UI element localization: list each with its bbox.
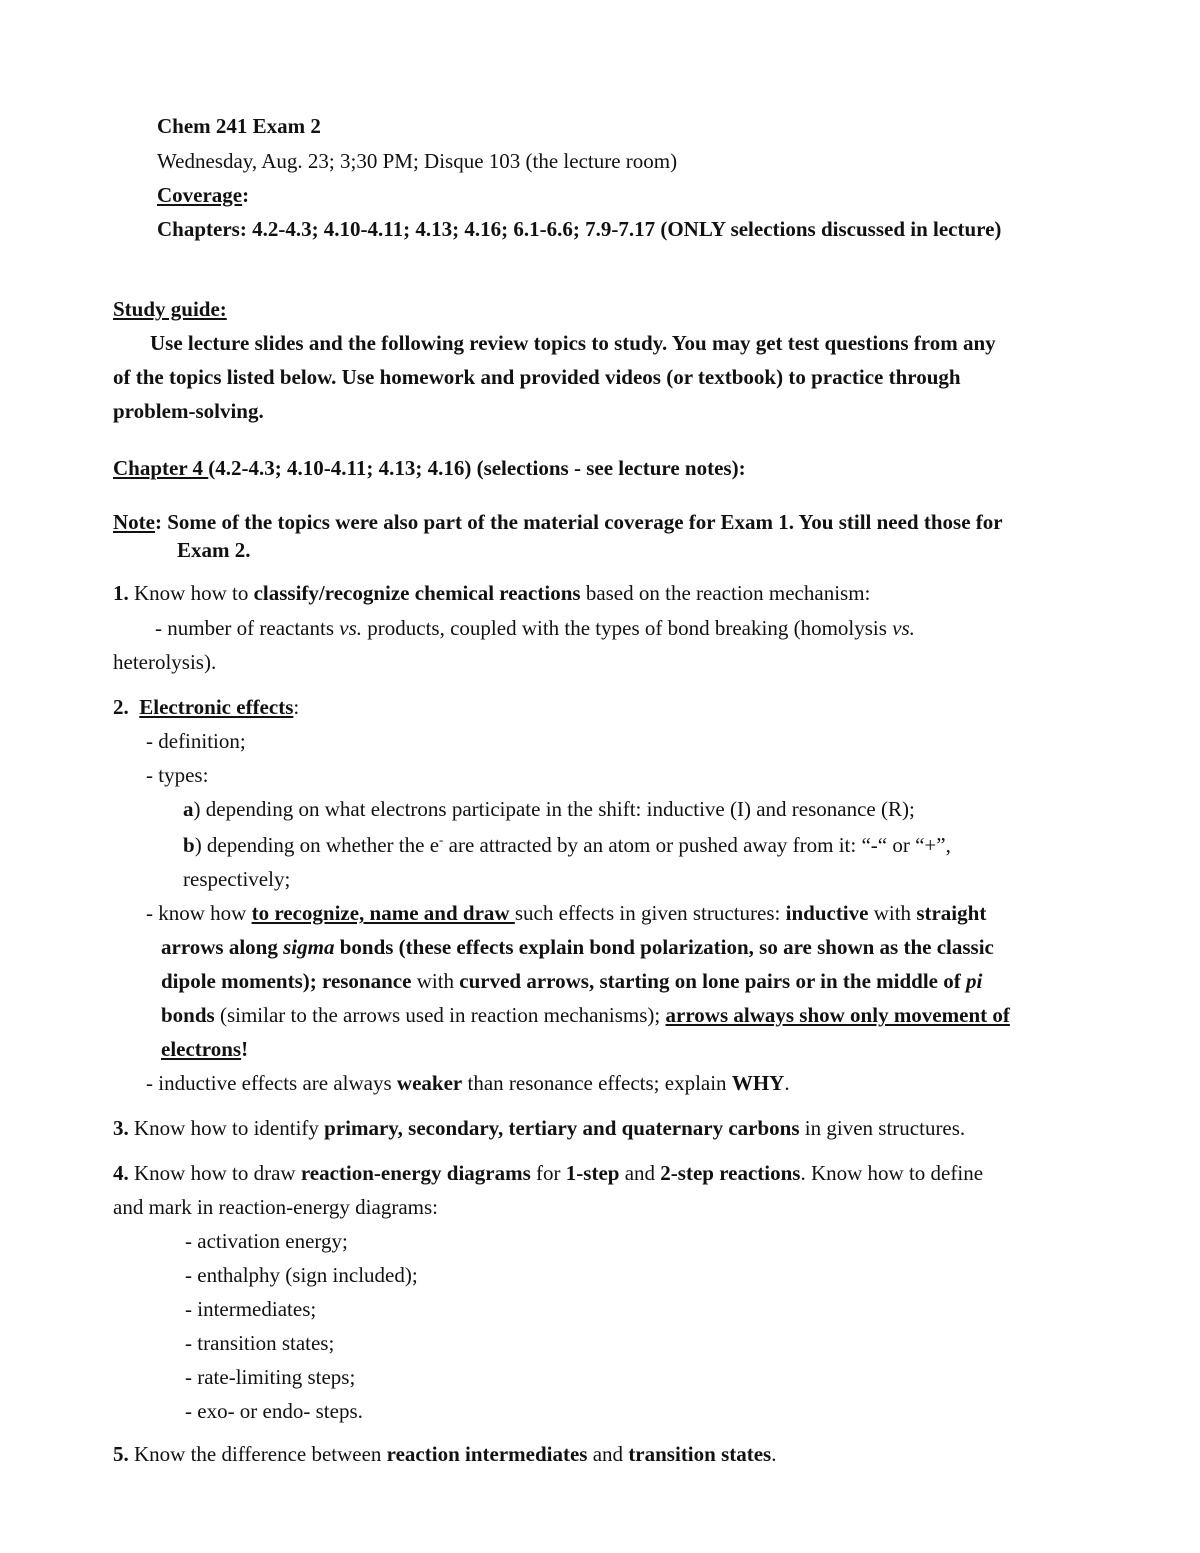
coverage-heading: Coverage: — [157, 183, 250, 207]
item-2-know-line: - know how to recognize, name and draw such effects in given structures: inductive with straight — [146, 901, 987, 925]
study-guide-paragraph-line-2: of the topics listed below. Use homework and provided videos (or textbook) to practice through — [113, 365, 961, 389]
item-4-line-1: 4. Know how to draw reaction-energy diagrams for 1-step and 2-step reactions. Know how to define — [113, 1161, 984, 1185]
item-2-arrows-line: arrows along sigma bonds (these effects explain bond polarization, so are shown as the classic — [161, 935, 994, 959]
item-1-line-1: 1. Know how to classify/recognize chemical reactions based on the reaction mechanism: — [113, 581, 871, 605]
item-2-definition: - definition; — [146, 729, 246, 753]
note-line-2: Exam 2. — [177, 538, 251, 562]
chapters-line: Chapters: 4.2-4.3; 4.10-4.11; 4.13; 4.16; 6.1-6.6; 7.9-7.17 (ONLY selections discussed in lecture) — [157, 217, 1002, 241]
item-2-electrons-line: electrons! — [161, 1037, 249, 1061]
item-2-bonds-line: bonds (similar to the arrows used in reaction mechanisms); arrows always show only movement of — [161, 1003, 1010, 1027]
note-label: Note — [113, 510, 155, 534]
item-2-type-b-line-2: respectively; — [183, 867, 291, 891]
electronic-effects-label: Electronic effects — [139, 695, 294, 719]
study-guide-paragraph-line-1: Use lecture slides and the following review topics to study. You may get test questions from any — [150, 331, 996, 355]
study-guide-heading: Study guide: — [113, 297, 227, 321]
item-4-sub-rate-limiting-steps: - rate-limiting steps; — [185, 1365, 356, 1389]
exam-title: Chem 241 Exam 2 — [157, 114, 321, 138]
item-1-line-3: heterolysis). — [113, 650, 217, 674]
chapter-4-heading: Chapter 4 (4.2-4.3; 4.10-4.11; 4.13; 4.16) (selections - see lecture notes): — [113, 456, 746, 480]
item-3-line: 3. Know how to identify primary, secondary, tertiary and quaternary carbons in given structures. — [113, 1116, 966, 1140]
item-2-dipole-line: dipole moments); resonance with curved arrows, starting on lone pairs or in the middle of pi — [161, 969, 983, 993]
note-line-1: Note: Some of the topics were also part of the material coverage for Exam 1. You still need those for — [113, 510, 1003, 534]
item-4-sub-intermediates: - intermediates; — [185, 1297, 317, 1321]
item-2-type-b-line-1: b) depending on whether the e- are attracted by an atom or pushed away from it: “-“ or “+”, — [183, 832, 951, 857]
item-4-sub-transition-states: - transition states; — [185, 1331, 335, 1355]
exam-date-line: Wednesday, Aug. 23; 3;30 PM; Disque 103 (the lecture room) — [157, 149, 678, 173]
coverage-label: Coverage — [157, 183, 243, 207]
item-4-sub-exo-endo-steps: - exo- or endo- steps. — [185, 1399, 363, 1423]
item-5-line: 5. Know the difference between reaction intermediates and transition states. — [113, 1442, 777, 1466]
item-2-types: - types: — [146, 763, 209, 787]
item-1-line-2: - number of reactants vs. products, coupled with the types of bond breaking (homolysis vs. — [155, 616, 915, 640]
study-guide-paragraph-line-3: problem-solving. — [113, 399, 264, 423]
item-4-sub-activation-energy: - activation energy; — [185, 1229, 348, 1253]
item-2-inductive-line: - inductive effects are always weaker than resonance effects; explain WHY. — [146, 1071, 790, 1095]
item-4-sub-enthalphy: - enthalphy (sign included); — [185, 1263, 418, 1287]
chapter-4-label: Chapter 4 — [113, 456, 209, 480]
item-2-heading: 2. Electronic effects: — [113, 695, 300, 719]
item-2-type-a: a) depending on what electrons participate in the shift: inductive (I) and resonance (R); — [183, 797, 915, 821]
item-4-line-2: and mark in reaction-energy diagrams: — [113, 1195, 438, 1219]
